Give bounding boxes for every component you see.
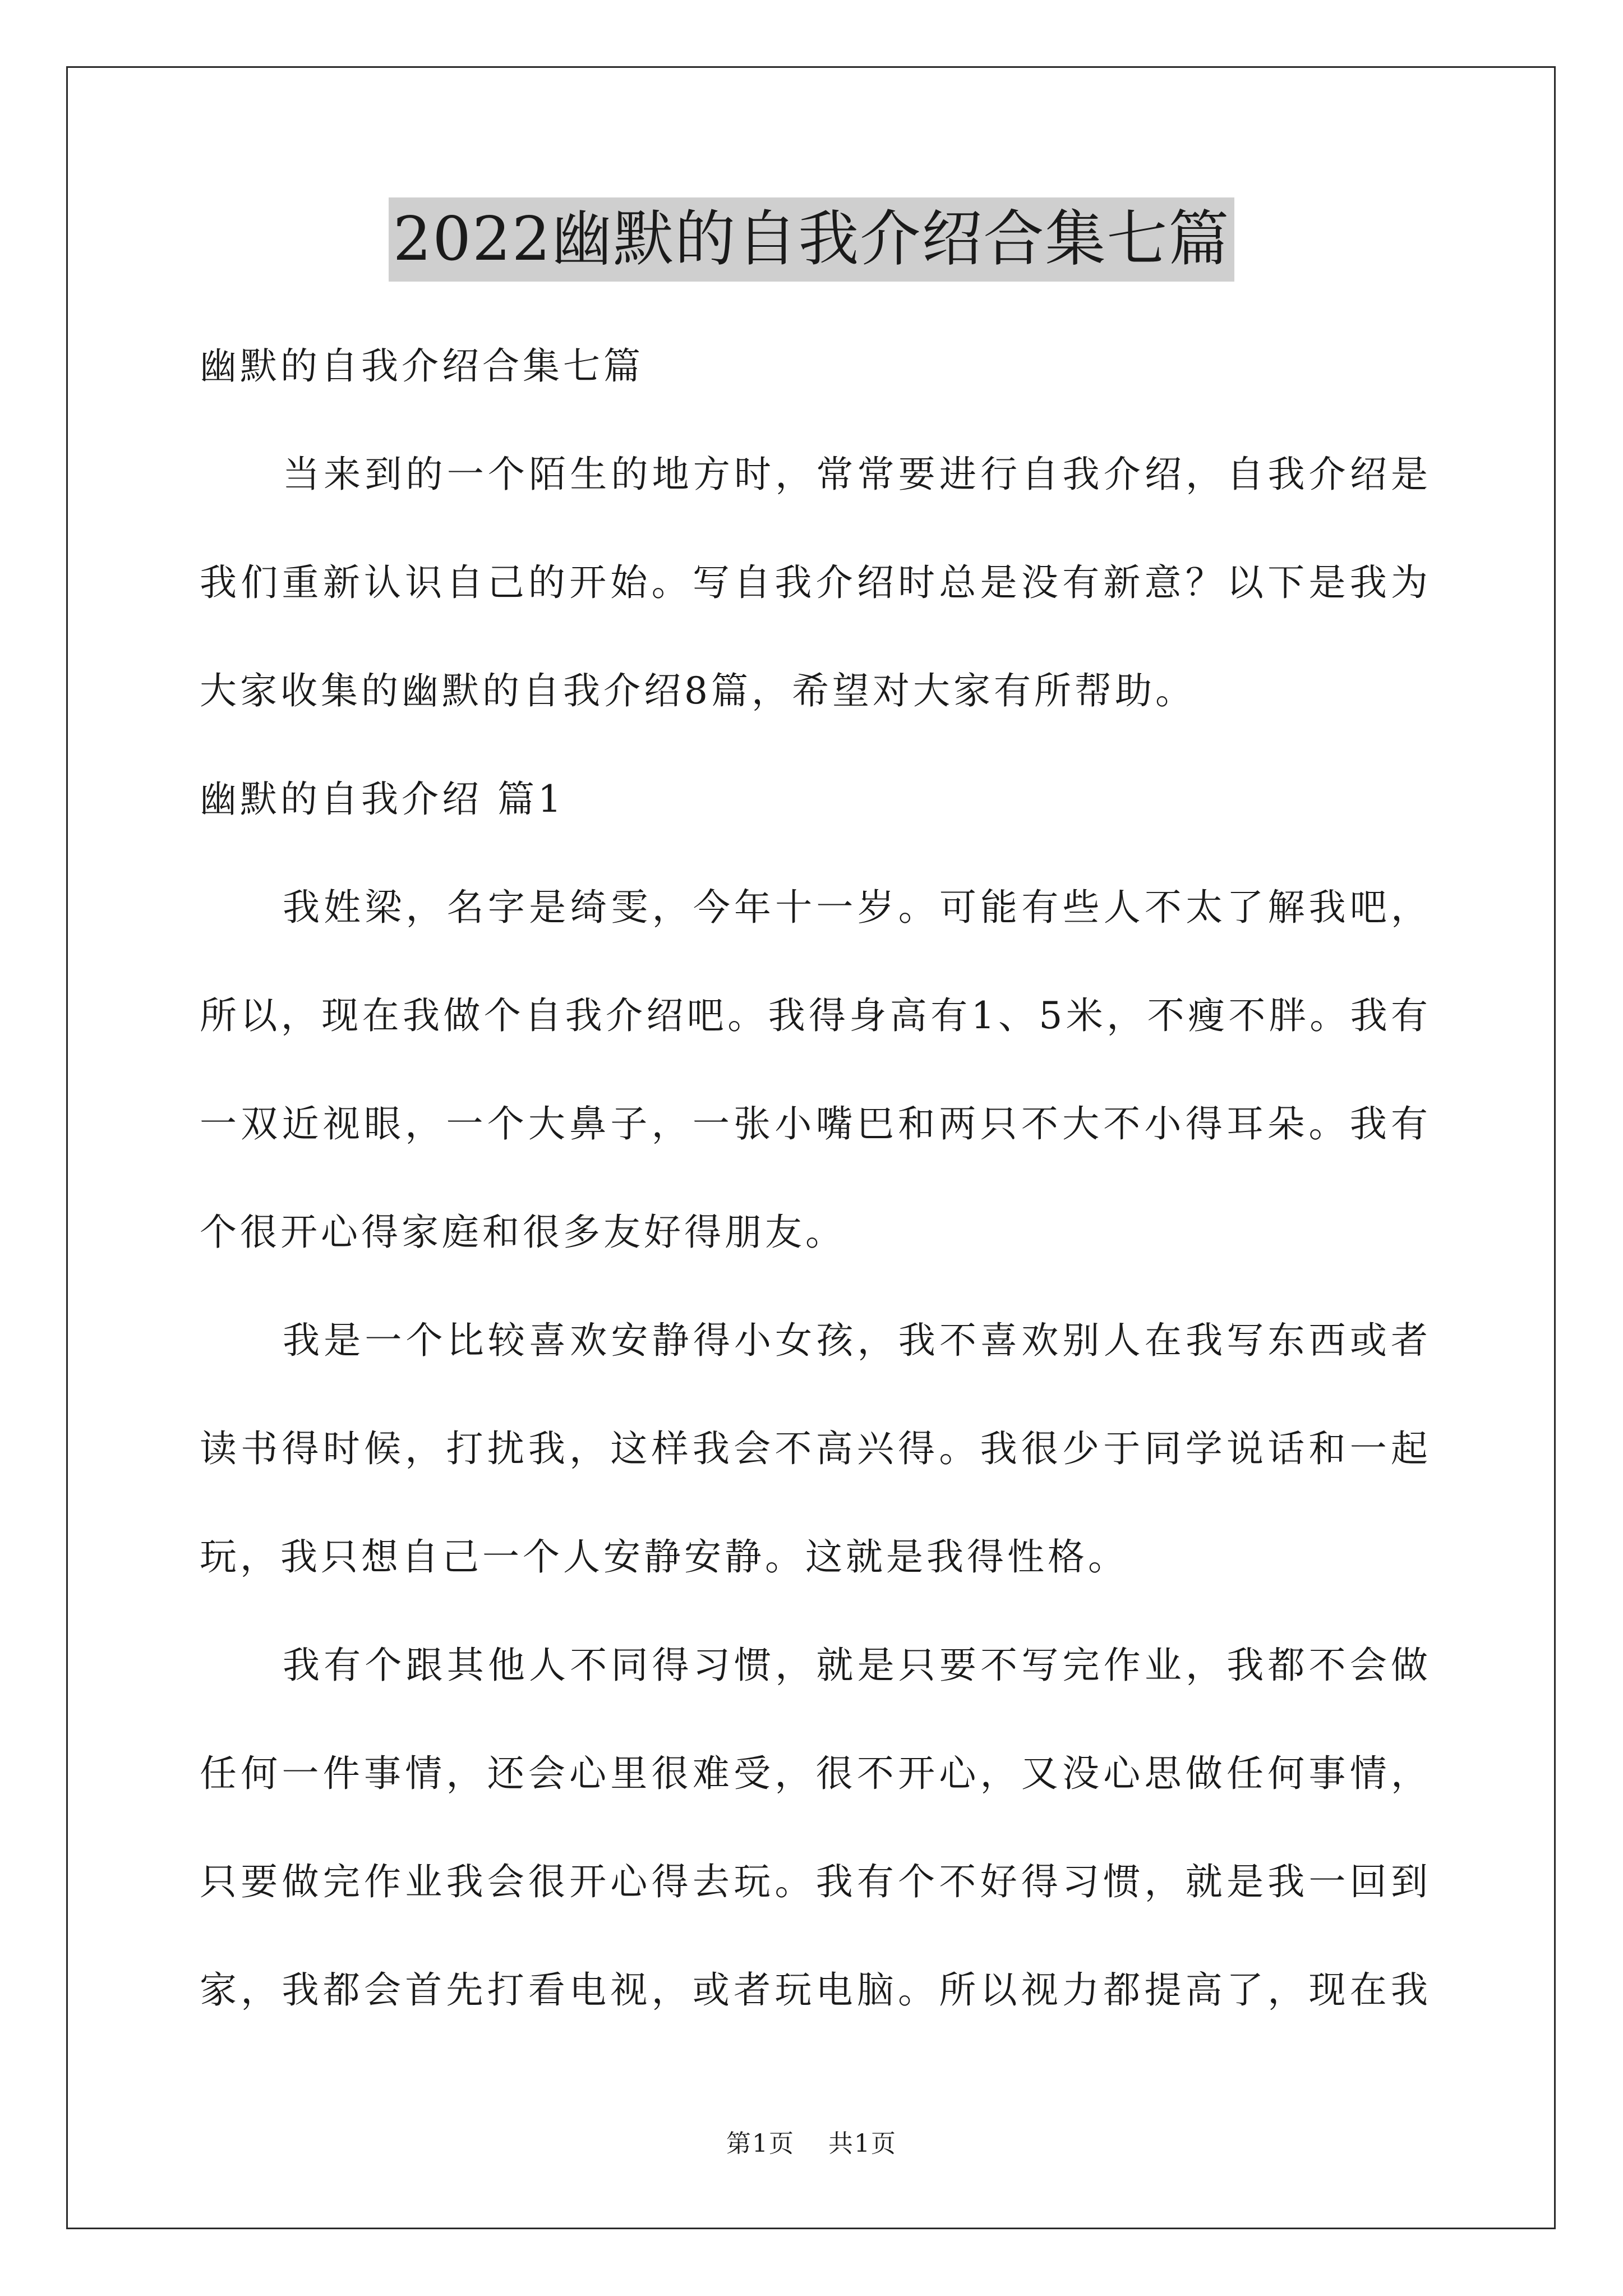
text-line: 幽默的自我介绍 篇1 [200, 777, 565, 821]
title-container [0, 197, 1623, 282]
document-title: 2022幽默的自我介绍合集七篇 [389, 197, 1235, 282]
text-line: 我是一个比较喜欢安静得小女孩，我不喜欢别人在我写东西或者 [283, 1319, 1431, 1362]
document-body [200, 312, 1431, 2044]
page-footer [0, 2127, 1623, 2161]
text-line: 我姓梁，名字是绮雯，今年十一岁。可能有些人不太了解我吧， [283, 886, 1431, 929]
page-total: 共1页 [828, 2129, 897, 2158]
text-line: 任何一件事情，还会心里很难受，很不开心，又没心思做任何事情， [200, 1752, 1431, 1795]
text-line: 所以，现在我做个自我介绍吧。我得身高有1、5米，不瘦不胖。我有 [200, 994, 1431, 1037]
text-line: 读书得时候，打扰我，这样我会不高兴得。我很少于同学说话和一起 [200, 1427, 1431, 1470]
text-line: 我们重新认识自己的开始。写自我介绍时总是没有新意？以下是我为 [200, 561, 1431, 604]
text-line: 幽默的自我介绍合集七篇 [200, 344, 644, 388]
page-number: 第1页 [726, 2129, 795, 2158]
text-line: 家，我都会首先打看电视，或者玩电脑。所以视力都提高了，现在我 [200, 1968, 1431, 2012]
text-line: 大家收集的幽默的自我介绍8篇，希望对大家有所帮助。 [200, 669, 1196, 712]
text-line: 玩，我只想自己一个人安静安静。这就是我得性格。 [200, 1535, 1128, 1579]
text-line: 当来到的一个陌生的地方时，常常要进行自我介绍，自我介绍是 [283, 453, 1431, 496]
text-line: 我有个跟其他人不同得习惯，就是只要不写完作业，我都不会做 [283, 1644, 1431, 1687]
text-line: 个很开心得家庭和很多友好得朋友。 [200, 1211, 846, 1254]
text-line: 只要做完作业我会很开心得去玩。我有个不好得习惯，就是我一回到 [200, 1860, 1431, 1903]
text-line: 一双近视眼，一个大鼻子，一张小嘴巴和两只不大不小得耳朵。我有 [200, 1102, 1431, 1145]
